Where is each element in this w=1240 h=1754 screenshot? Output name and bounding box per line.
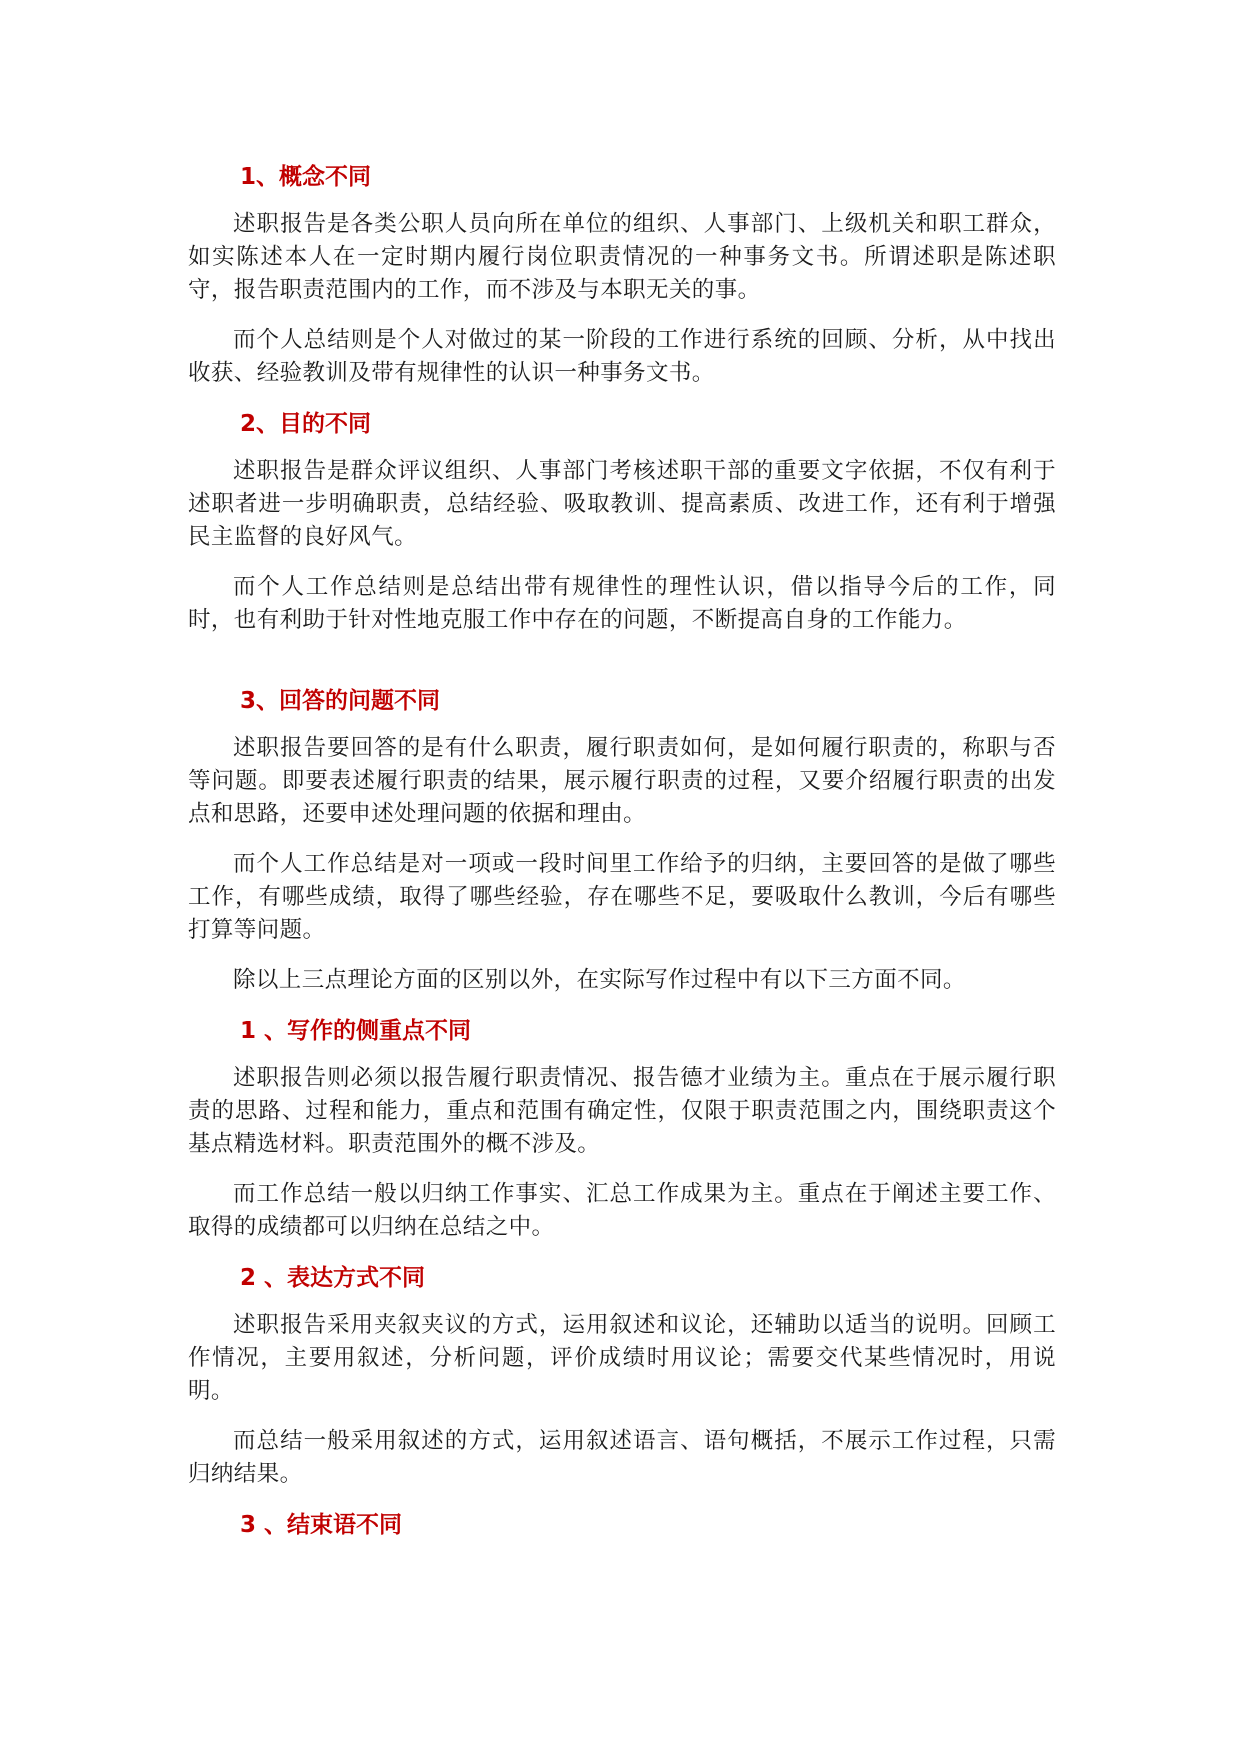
- document-body: [188, 160, 1056, 1556]
- paragraph: 而个人总结则是个人对做过的某一阶段的工作进行系统的回顾、分析，从中找出收获、经验教训及带有规律性的认识一种事务文书。: [188, 327, 1056, 386]
- paragraph: 述职报告则必须以报告履行职责情况、报告德才业绩为主。重点在于展示履行职责的思路、过程和能力，重点和范围有确定性，仅限于职责范围之内，围绕职责这个基点精选材料。职责范围外的概不涉及。: [188, 1065, 1056, 1157]
- section-heading: 1 、写作的侧重点不同: [240, 1018, 472, 1044]
- section-heading: 1、概念不同: [240, 164, 372, 190]
- paragraph: 述职报告是各类公职人员向所在单位的组织、人事部门、上级机关和职工群众，如实陈述本人在一定时期内履行岗位职责情况的一种事务文书。所谓述职是陈述职守，报告职责范围内的工作，而不涉及与本职无关的事。: [188, 211, 1056, 303]
- paragraph: 述职报告采用夹叙夹议的方式，运用叙述和议论，还辅助以适当的说明。回顾工作情况，主要用叙述，分析问题，评价成绩时用议论；需要交代某些情况时，用说明。: [188, 1312, 1056, 1404]
- section-questions: [188, 684, 1056, 997]
- paragraph: 述职报告是群众评议组织、人事部门考核述职干部的重要文字依据，不仅有利于述职者进一步明确职责，总结经验、吸取教训、提高素质、改进工作，还有利于增强民主监督的良好风气。: [188, 458, 1056, 550]
- section-heading: 2 、表达方式不同: [240, 1265, 426, 1291]
- paragraph: 而总结一般采用叙述的方式，运用叙述语言、语句概括，不展示工作过程，只需归纳结果。: [188, 1428, 1056, 1487]
- section-writing-focus: [188, 1014, 1056, 1244]
- paragraph: 除以上三点理论方面的区别以外，在实际写作过程中有以下三方面不同。: [233, 967, 966, 993]
- paragraph: 而个人工作总结则是总结出带有规律性的理性认识，借以指导今后的工作，同时，也有利助于针对性地克服工作中存在的问题，不断提高自身的工作能力。: [188, 574, 1056, 633]
- paragraph: 而个人工作总结是对一项或一段时间里工作给予的归纳，主要回答的是做了哪些工作，有哪些成绩，取得了哪些经验，存在哪些不足，要吸取什么教训，今后有哪些打算等问题。: [188, 851, 1056, 943]
- paragraph: 述职报告要回答的是有什么职责，履行职责如何，是如何履行职责的，称职与否等问题。即要表述履行职责的结果，展示履行职责的过程，又要介绍履行职责的出发点和思路，还要申述处理问题的依据和理由。: [188, 735, 1056, 827]
- section-purpose: [188, 407, 1056, 637]
- paragraph: 而工作总结一般以归纳工作事实、汇总工作成果为主。重点在于阐述主要工作、取得的成绩都可以归纳在总结之中。: [188, 1181, 1056, 1240]
- section-expression: [188, 1261, 1056, 1491]
- section-heading: 3 、结束语不同: [240, 1512, 403, 1538]
- section-heading: 3、回答的问题不同: [240, 688, 441, 714]
- section-conclusion: [188, 1508, 1056, 1542]
- section-spacer: [188, 654, 1056, 684]
- section-heading: 2、目的不同: [240, 411, 372, 437]
- section-concept: [188, 160, 1056, 390]
